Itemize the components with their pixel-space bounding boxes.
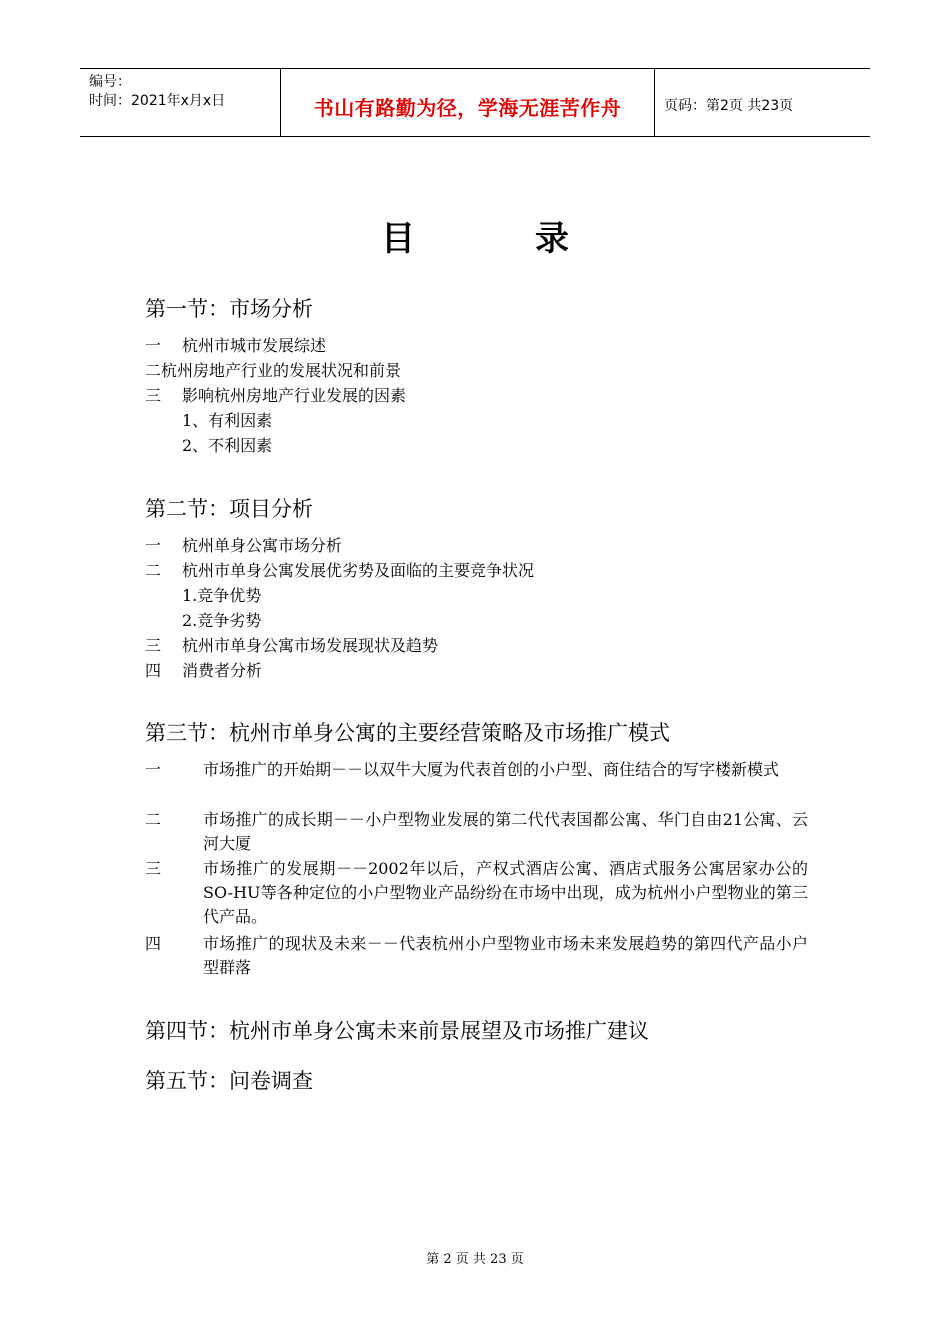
header-motto-cell [281, 69, 655, 136]
toc-subitem: 2.竞争劣势 [182, 611, 262, 630]
motto-text: 书山有路勤为径，学海无涯苦作舟 [313, 96, 622, 120]
toc-item [145, 384, 406, 408]
toc-item-text: 市场推广的发展期－－2002年以后，产权式酒店公寓、酒店式服务公寓居家办公的SO-HU等各种定位的小户型物业产品纷纷在市场中出现，成为杭州小户型物业的第三代产品。 [203, 859, 808, 926]
section-5-heading: 第五节：问卷调查 [145, 1069, 313, 1093]
number-label: 编号： [89, 74, 131, 90]
toc-subitem: 2、不利因素 [182, 436, 273, 455]
header-page-cell [655, 69, 870, 136]
toc-item-number: 一 [145, 336, 162, 355]
toc-item-number: 四 [145, 661, 162, 680]
toc-item-number: 二 [145, 810, 162, 829]
toc-subitem: 1.竞争优势 [182, 586, 262, 605]
toc-item-number: 四 [145, 934, 162, 953]
section-3-heading: 第三节：杭州市单身公寓的主要经营策略及市场推广模式 [145, 721, 670, 745]
toc-item-text: 消费者分析 [182, 661, 263, 680]
toc-item [145, 334, 326, 358]
toc-item-text: 影响杭州房地产行业发展的因素 [182, 386, 407, 405]
toc-item [145, 359, 401, 383]
title-char-2: 录 [535, 219, 569, 259]
toc-item-number: 二 [145, 361, 162, 380]
page-header [80, 68, 870, 137]
toc-item-number: 一 [145, 760, 162, 779]
toc-item-text: 市场推广的成长期－－小户型物业发展的第二代代表国都公寓、华门自由21公寓、云河大厦 [203, 810, 808, 853]
toc-item-text: 杭州市城市发展综述 [182, 336, 327, 355]
toc-item-text: 市场推广的现状及未来－－代表杭州小户型物业市场未来发展趋势的第四代产品小户型群落 [203, 934, 808, 977]
section-2-heading: 第二节：项目分析 [145, 497, 313, 521]
toc-item-number: 三 [145, 386, 162, 405]
toc-item-text: 市场推广的开始期－－以双牛大厦为代表首创的小户型、商住结合的写字楼新模式 [203, 760, 780, 779]
time-label: 时间：2021年x月x日 [89, 93, 226, 109]
toc-item-text: 杭州市单身公寓市场发展现状及趋势 [182, 636, 439, 655]
toc-item-number: 一 [145, 536, 162, 555]
toc-item-text: 杭州房地产行业的发展状况和前景 [161, 361, 402, 380]
title-char-1: 目 [381, 219, 415, 259]
page-title [0, 211, 950, 260]
page-number-label: 页码：第2页 共23页 [664, 98, 794, 114]
section-4-heading: 第四节：杭州市单身公寓未来前景展望及市场推广建议 [145, 1019, 649, 1043]
header-info-cell [80, 69, 281, 136]
page-footer: 第 2 页 共 23 页 [426, 1252, 524, 1267]
toc-item-number: 三 [145, 636, 162, 655]
toc-item-number: 三 [145, 859, 162, 878]
toc-item [145, 634, 438, 658]
toc-item-text: 杭州单身公寓市场分析 [182, 536, 343, 555]
toc-subitem: 1、有利因素 [182, 411, 273, 430]
section-1-heading: 第一节：市场分析 [145, 297, 313, 321]
toc-item-number: 二 [145, 561, 162, 580]
toc-item [145, 559, 534, 583]
toc-item [145, 534, 342, 558]
toc-item [145, 659, 262, 683]
toc-item-text: 杭州市单身公寓发展优劣势及面临的主要竞争状况 [182, 561, 535, 580]
